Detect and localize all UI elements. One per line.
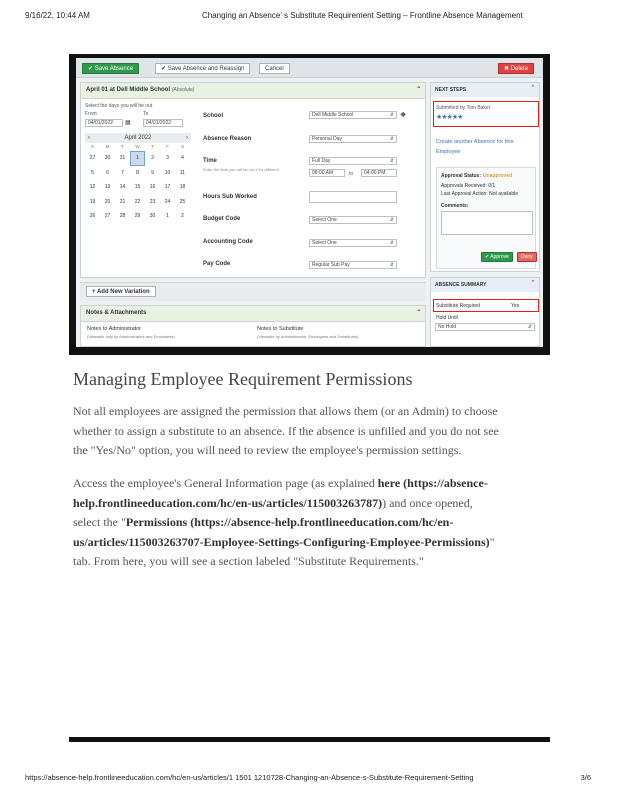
paragraph-line bbox=[73, 474, 543, 494]
paragraph-line bbox=[73, 513, 543, 533]
calendar-day[interactable]: 1 bbox=[166, 213, 169, 219]
dropdown-arrow-icon: ⇵ bbox=[389, 217, 394, 223]
time-hint: Enter the time you will be out if it's different bbox=[203, 167, 279, 172]
calendar-day[interactable]: 6 bbox=[106, 169, 109, 176]
from-date-input[interactable]: 04/01/2022 bbox=[85, 119, 123, 127]
absence-details-panel bbox=[80, 82, 426, 278]
budget-code-value: Select One bbox=[312, 217, 337, 223]
absence-reason-select[interactable] bbox=[309, 135, 397, 143]
next-steps-header bbox=[431, 83, 539, 97]
absence-panel-suffix: (Absolute) bbox=[171, 87, 195, 93]
time-select[interactable] bbox=[309, 157, 397, 165]
create-another-absence-link[interactable]: Create another Absence for this Employee bbox=[436, 139, 514, 155]
calendar-month: April 2022 bbox=[124, 135, 152, 141]
calendar-day[interactable]: 22 bbox=[134, 198, 141, 205]
calendar-day[interactable]: 25 bbox=[179, 198, 186, 205]
calendar-day[interactable]: 14 bbox=[119, 184, 126, 190]
paragraph-text: ) and once opened, bbox=[382, 495, 473, 510]
rating-stars-icon: ★★★★★ bbox=[436, 114, 463, 121]
to-label: To bbox=[143, 111, 149, 117]
calendar-day[interactable]: 26 bbox=[89, 213, 96, 219]
variation-bar bbox=[80, 282, 426, 301]
calendar-day[interactable]: 27 bbox=[89, 155, 96, 161]
approval-status-label: Approval Status: bbox=[441, 173, 482, 179]
calendar-day[interactable]: 10 bbox=[164, 169, 171, 176]
calendar-grid bbox=[85, 143, 191, 224]
approval-status-value: Unapproved bbox=[483, 173, 513, 179]
paragraph-text: Access the employee's General Information page (as explained bbox=[73, 476, 378, 490]
absence-panel-header bbox=[81, 83, 425, 99]
notes-panel-header bbox=[81, 306, 425, 322]
footer-divider bbox=[69, 737, 550, 742]
paragraph-line: the "Yes/No" option, you will need to review the employee's permission settings. bbox=[73, 443, 462, 457]
weekday-header: M bbox=[105, 144, 110, 149]
notes-to-admin-label: Notes to Administrator bbox=[87, 326, 142, 332]
calendar-day[interactable]: 12 bbox=[89, 184, 96, 190]
calendar-day[interactable]: 29 bbox=[134, 213, 141, 219]
calendar-day[interactable]: 21 bbox=[119, 198, 126, 205]
paragraph-text: " bbox=[489, 534, 495, 549]
comments-label: Comments: bbox=[441, 203, 469, 209]
dropdown-arrow-icon: ⇵ bbox=[389, 136, 394, 142]
calendar-day[interactable]: 18 bbox=[179, 184, 186, 190]
school-value: Dell Middle School bbox=[312, 112, 354, 118]
comments-textarea[interactable] bbox=[441, 211, 533, 235]
from-label: From bbox=[85, 111, 97, 117]
notes-to-sub-hint: (Viewable by Administrators, Employees and Substitutes) bbox=[257, 334, 359, 339]
accounting-code-label: Accounting Code bbox=[203, 239, 253, 245]
date-calendar bbox=[85, 133, 191, 224]
calendar-day[interactable]: 17 bbox=[164, 184, 171, 190]
permissions-link[interactable]: Permissions (https://absence-help.frontlineeducation.com/hc/en- bbox=[125, 515, 454, 529]
calendar-day[interactable]: 24 bbox=[164, 198, 171, 205]
hold-until-value: No Hold bbox=[438, 324, 457, 330]
absence-form-screenshot bbox=[76, 58, 543, 347]
time-value: Full Day bbox=[312, 158, 331, 164]
weekday-header: S bbox=[180, 144, 184, 149]
paragraph-line bbox=[73, 494, 543, 514]
paragraph-text: select the " bbox=[73, 515, 126, 529]
accounting-code-value: Select One bbox=[312, 240, 337, 246]
calendar-day[interactable]: 20 bbox=[104, 198, 111, 205]
dropdown-arrow-icon: ⇵ bbox=[389, 158, 394, 164]
dropdown-arrow-icon: ⇵ bbox=[527, 324, 532, 330]
calendar-day[interactable]: 23 bbox=[149, 198, 156, 205]
calendar-day[interactable]: 13 bbox=[104, 184, 111, 190]
cancel-button[interactable]: Cancel bbox=[259, 63, 290, 74]
permissions-link-cont[interactable]: us/articles/115003263707-Employee-Settings-Configuring-Employee-Permissions) bbox=[73, 534, 490, 549]
dropdown-arrow-icon: ⇵ bbox=[389, 240, 394, 246]
paragraph-line: whether to assign a substitute to an absence. If the absence is unfilled and you do not see bbox=[73, 423, 499, 438]
budget-code-label: Budget Code bbox=[203, 216, 241, 222]
paragraph-permissions bbox=[73, 402, 543, 461]
save-absence-button[interactable]: ✔ Save Absence bbox=[82, 63, 139, 74]
calendar-header bbox=[85, 133, 191, 143]
dropdown-arrow-icon: ⇵ bbox=[389, 262, 394, 268]
collapse-chevron-icon[interactable]: ˆ bbox=[531, 281, 534, 288]
notes-panel bbox=[80, 305, 426, 347]
weekday-header: T bbox=[121, 144, 124, 149]
page-number: 3/6 bbox=[580, 773, 591, 782]
absence-summary-title: ABSENCE SUMMARY bbox=[435, 282, 487, 288]
substitute-required-value[interactable]: Yes bbox=[511, 303, 520, 309]
weekday-header: T bbox=[151, 144, 154, 149]
absence-toolbar bbox=[76, 58, 543, 78]
calendar-day[interactable]: 7 bbox=[121, 169, 124, 176]
collapse-chevron-icon[interactable]: ˆ bbox=[417, 86, 420, 95]
print-datetime: 9/16/22, 10:44 AM bbox=[25, 11, 90, 20]
calendar-day[interactable]: 3 bbox=[166, 155, 169, 161]
deny-button[interactable]: Deny bbox=[517, 252, 537, 262]
calendar-day[interactable]: 16 bbox=[149, 184, 156, 190]
prev-month-icon[interactable]: ‹ bbox=[88, 135, 90, 141]
paragraph-line bbox=[73, 533, 543, 553]
weekday-header: S bbox=[90, 144, 94, 149]
collapse-chevron-icon[interactable]: ˆ bbox=[531, 86, 534, 93]
next-month-icon[interactable]: › bbox=[186, 135, 188, 141]
delete-button[interactable]: ✖ Delete bbox=[498, 63, 534, 74]
weekday-header: F bbox=[166, 144, 169, 149]
pay-code-value: Regular Sub Pay bbox=[312, 262, 350, 268]
start-time-input[interactable]: 08:00 AM bbox=[309, 169, 345, 177]
last-approval-action: Last Approval Action: Not available bbox=[441, 191, 518, 197]
submitted-by-text: Submitted by Tom Baker bbox=[436, 105, 491, 111]
embedded-screenshot bbox=[69, 54, 550, 355]
weekday-header: W bbox=[135, 144, 140, 149]
to-date-input[interactable]: 04/01/2022 bbox=[143, 119, 183, 127]
paragraph-access-instructions bbox=[73, 474, 543, 572]
calendar-day[interactable]: 11 bbox=[179, 169, 186, 176]
calendar-day-selected[interactable]: 1 bbox=[130, 151, 145, 166]
absence-panel-title: April 01 at Dell Middle School bbox=[86, 87, 171, 93]
collapse-chevron-icon[interactable]: ˆ bbox=[417, 309, 420, 318]
approve-button[interactable]: ✔ Approve bbox=[481, 252, 513, 262]
approvals-received: Approvals Received: 0/1 bbox=[441, 183, 496, 189]
dropdown-arrow-icon: ⇵ bbox=[389, 112, 394, 118]
school-select[interactable] bbox=[309, 111, 397, 119]
hold-until-select[interactable] bbox=[435, 323, 535, 331]
calendar-day[interactable]: 8 bbox=[136, 169, 139, 176]
absence-summary-panel bbox=[430, 277, 540, 347]
end-time-input[interactable]: 04:00 PM bbox=[361, 169, 397, 177]
save-and-reassign-button[interactable]: ✔ Save Absence and Reassign bbox=[155, 63, 250, 74]
calendar-day[interactable]: 30 bbox=[149, 213, 156, 219]
substitute-required-label: Substitute Required bbox=[436, 303, 480, 309]
pay-code-select[interactable] bbox=[309, 261, 397, 269]
next-steps-title: NEXT STEPS bbox=[435, 87, 467, 93]
calendar-day[interactable]: 19 bbox=[89, 198, 96, 205]
paragraph-line: tab. From here, you will see a section labeled "Substitute Requirements." bbox=[73, 554, 424, 568]
calendar-day[interactable]: 30 bbox=[104, 155, 111, 161]
calendar-day[interactable]: 2 bbox=[151, 155, 154, 161]
calendar-day[interactable]: 31 bbox=[119, 155, 126, 161]
calendar-day[interactable]: 5 bbox=[91, 169, 94, 176]
hours-sub-worked-input[interactable] bbox=[309, 191, 397, 203]
absence-reason-label: Absence Reason bbox=[203, 136, 252, 142]
calendar-day[interactable]: 15 bbox=[134, 184, 141, 190]
approval-box bbox=[436, 167, 536, 269]
print-url: https://absence-help.frontlineeducation.com/hc/en-us/articles/1 1501 1210728-Changing-an-Absence-s-Substitute-Requirement-Setting bbox=[25, 773, 474, 782]
budget-code-select[interactable] bbox=[309, 216, 397, 224]
dates-prompt: Select the days you will be out bbox=[85, 103, 153, 109]
calendar-day[interactable]: 28 bbox=[119, 213, 126, 219]
notes-panel-title: Notes & Attachments bbox=[86, 310, 147, 316]
print-page-title: Changing an Absence’ s Substitute Requirement Setting – Frontline Absence Management bbox=[202, 11, 523, 20]
notes-to-sub-label: Notes to Substitute bbox=[257, 326, 304, 332]
time-label: Time bbox=[203, 158, 217, 164]
general-information-link[interactable]: here (https://absence- bbox=[377, 476, 488, 490]
hours-sub-worked-label: Hours Sub Worked bbox=[203, 194, 257, 200]
time-to-label: to bbox=[349, 171, 354, 177]
next-steps-panel bbox=[430, 82, 540, 272]
absence-summary-header bbox=[431, 278, 539, 292]
accounting-code-select[interactable] bbox=[309, 239, 397, 247]
notes-to-admin-hint: (Viewable only by Administrators and Employees) bbox=[87, 334, 175, 339]
calendar-day[interactable]: 2 bbox=[181, 213, 184, 219]
calendar-day[interactable]: 27 bbox=[104, 213, 111, 219]
calendar-day[interactable]: 4 bbox=[181, 155, 184, 161]
calendar-day[interactable]: 9 bbox=[151, 169, 154, 176]
school-label: School bbox=[203, 113, 224, 119]
absence-reason-value: Personal Day bbox=[312, 136, 343, 142]
info-icon[interactable]: ❖ bbox=[400, 112, 407, 119]
paragraph-line: Not all employees are assigned the permission that allows them (or an Admin) to choose bbox=[73, 404, 498, 418]
hold-until-label: Hold Until bbox=[436, 315, 458, 321]
section-heading: Managing Employee Requirement Permissions bbox=[73, 369, 413, 389]
calendar-icon[interactable]: ▦ bbox=[125, 120, 131, 126]
add-new-variation-button[interactable]: + Add New Variation bbox=[86, 286, 156, 297]
pay-code-label: Pay Code bbox=[203, 261, 231, 267]
general-information-link-cont[interactable]: help.frontlineeducation.com/hc/en-us/articles/115003263787) bbox=[73, 495, 383, 510]
